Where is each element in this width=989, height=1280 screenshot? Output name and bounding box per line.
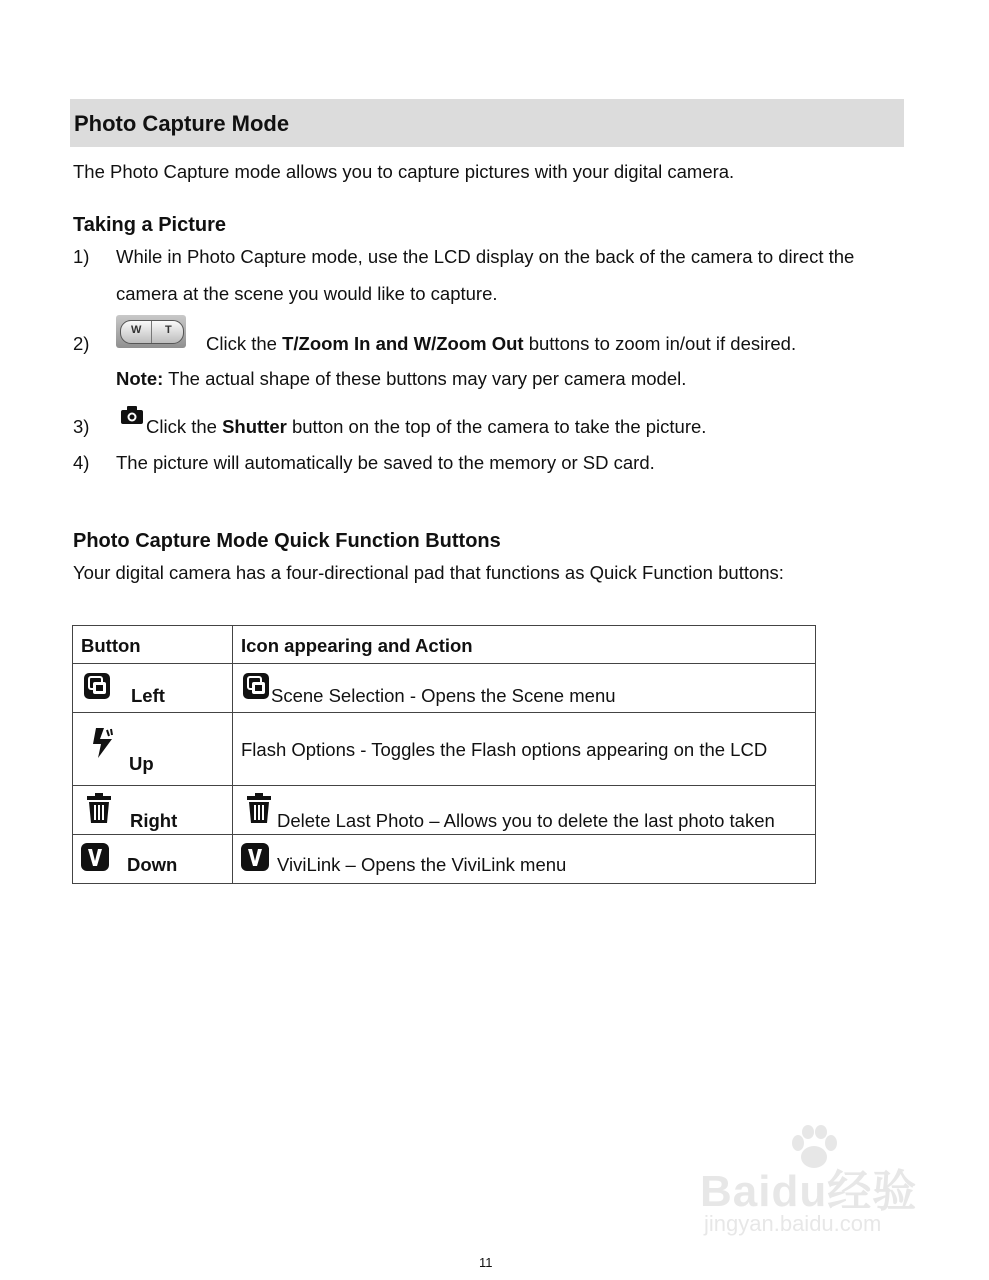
button-label: Right [130,810,178,831]
step-2-text [206,333,796,355]
quick-function-table [72,625,816,884]
step-3-text [146,416,706,438]
step-4-number: 4) [73,452,90,473]
step-1-line-2: camera at the scene you would like to capture. [116,283,498,304]
trash-icon [247,793,271,823]
page-title: Photo Capture Mode [74,111,290,136]
button-cell [73,786,233,835]
button-cell [73,713,233,786]
table-row [73,713,816,786]
action-cell [233,664,816,713]
scene-icon [243,673,269,699]
step-2-number: 2) [73,333,90,354]
button-label: Up [129,753,154,774]
scene-icon [84,673,110,699]
action-text: Flash Options - Toggles the Flash options appearing on the LCD [241,739,768,760]
action-cell [233,786,816,835]
step-3-pre: Click the [146,416,223,437]
taking-picture-heading: Taking a Picture [73,214,227,236]
action-text: Scene Selection - Opens the Scene menu [271,685,616,706]
watermark-brand: Baidu经验 [700,1167,918,1216]
watermark-url: jingyan.baidu.com [704,1211,882,1236]
step-1-number: 1) [73,246,90,267]
baidu-watermark [700,1125,935,1245]
zoom-t-label: T [165,324,172,336]
button-label: Left [131,685,165,706]
note-text: The actual shape of these buttons may vary per camera model. [163,368,687,389]
note-label: Note: [116,368,164,389]
button-cell [73,664,233,713]
step-3-bold: Shutter [222,416,287,437]
step-1-line-1: While in Photo Capture mode, use the LCD display on the back of the camera to direct the [116,246,855,267]
button-label: Down [127,854,178,875]
zoom-w-label: W [131,324,142,336]
quick-function-heading: Photo Capture Mode Quick Function Buttons [73,530,501,552]
flash-icon [93,728,117,758]
action-text: Delete Last Photo – Allows you to delete the last photo taken [277,810,775,831]
page-number: 11 [479,1255,493,1270]
step-2-bold: T/Zoom In and W/Zoom Out [282,333,524,354]
zoom-buttons-icon [116,315,186,348]
step-2-pre: Click the [206,333,283,354]
table-row [73,664,816,713]
action-cell [233,713,816,786]
action-text: ViviLink – Opens the ViviLink menu [277,854,567,875]
table-header-cell: Icon appearing and Action [233,626,816,664]
step-3-number: 3) [73,416,90,437]
step-3-post: button on the top of the camera to take the picture. [286,416,707,437]
section-header [70,99,904,147]
button-cell [73,835,233,884]
camera-icon [120,405,144,425]
intro-paragraph: The Photo Capture mode allows you to capture pictures with your digital camera. [73,161,735,182]
step-4-text: The picture will automatically be saved to the memory or SD card. [116,452,655,473]
vivilink-icon [241,843,269,871]
table-header-cell: Button [73,626,233,664]
step-2-post: buttons to zoom in/out if desired. [523,333,797,354]
table-row [73,786,816,835]
table-header-row [73,626,816,664]
vivilink-icon [81,843,109,871]
table-row [73,835,816,884]
note-line [116,368,686,390]
trash-icon [87,793,111,823]
quick-function-intro: Your digital camera has a four-directional pad that functions as Quick Function buttons: [73,562,784,583]
action-cell [233,835,816,884]
